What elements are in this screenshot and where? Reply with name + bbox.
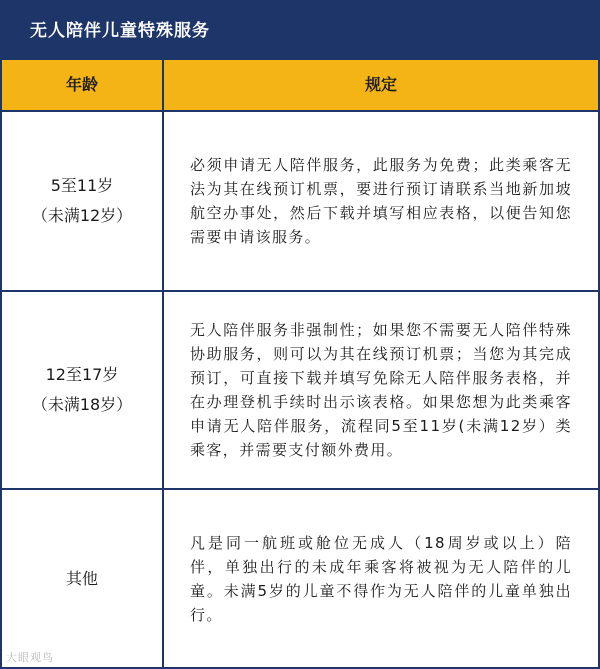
rule-cell	[164, 292, 598, 488]
rule-text: 凡是同一航班或舱位无成人（18周岁或以上）陪伴，单独出行的未成年乘客将被视为无人陪伴的儿童。未满5岁的儿童不得作为无人陪伴的儿童单独出行。	[190, 533, 572, 624]
age-note: （未满18岁）	[31, 395, 133, 414]
table-row	[2, 490, 598, 667]
age-cell	[2, 490, 164, 667]
watermark: 大眼观鸟	[6, 651, 54, 664]
table-row	[2, 112, 598, 292]
rule-text: 必须申请无人陪伴服务，此服务为免费；此类乘客无法为其在线预订机票，要进行预订请联系当地新加坡航空办事处，然后下载并填写相应表格，以便告知您需要申请该服务。	[190, 156, 572, 246]
rule-cell	[164, 490, 598, 667]
age-cell	[2, 292, 164, 488]
column-header-rule: 规定	[364, 75, 397, 94]
table-row	[2, 292, 598, 490]
table-title: 无人陪伴儿童特殊服务	[2, 2, 598, 60]
column-header-age: 年龄	[2, 60, 164, 110]
age-note: （未满12岁）	[31, 206, 133, 225]
age-range: 12至17岁	[45, 365, 119, 384]
age-range: 其他	[65, 568, 98, 588]
age-cell	[2, 112, 164, 290]
rule-cell	[164, 112, 598, 290]
rule-text: 无人陪伴服务非强制性；如果您不需要无人陪伴特殊协助服务，则可以为其在线预订机票；当您为其完成预订，可直接下载并填写免除无人陪伴服务表格，并在办理登机手续时出示该表格。如果您想为此类乘客申请无人陪伴服务，流程同5至11岁(未满12岁）类乘客，并需要支付额外费用。	[190, 321, 572, 459]
age-range: 5至11岁	[50, 176, 114, 195]
table-header	[2, 60, 598, 112]
